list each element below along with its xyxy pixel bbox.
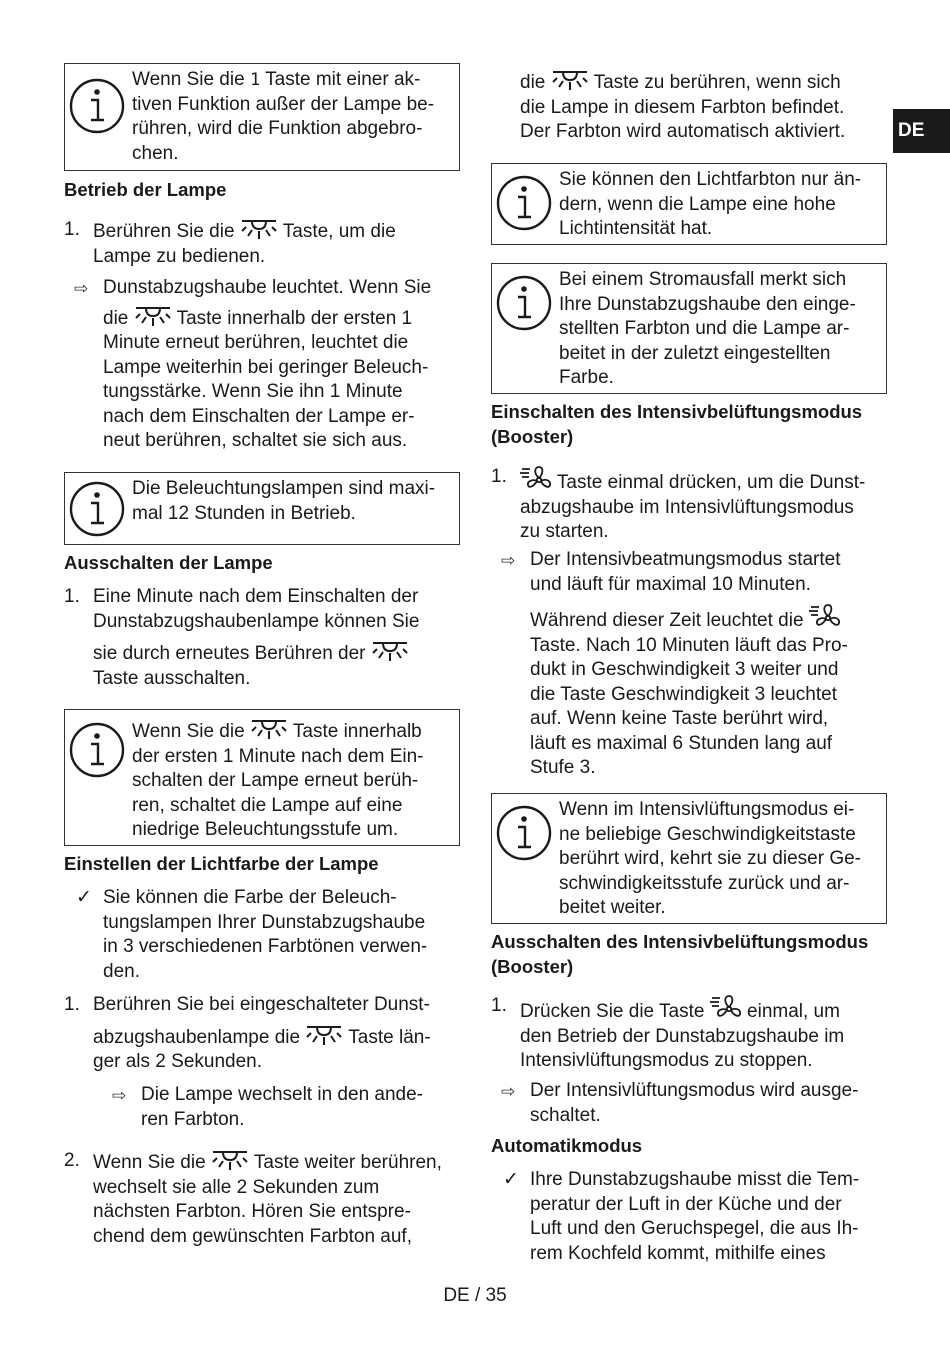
text: Wenn Sie die bbox=[132, 69, 250, 90]
section-heading bbox=[491, 930, 868, 979]
info-circle-icon bbox=[69, 78, 125, 134]
info-circle-icon bbox=[496, 275, 552, 331]
text-line: Der Farbton wird automatisch aktiviert. bbox=[520, 121, 846, 142]
text: Drücken Sie die Taste bbox=[520, 1001, 710, 1022]
text-line: neut berühren, schaltet sie sich aus. bbox=[103, 430, 408, 451]
text-line: rühren, wird die Funktion abgebro- bbox=[132, 118, 423, 139]
text-line: Der Intensivlüftungsmodus wird ausge- bbox=[530, 1080, 859, 1101]
text-line: Bei einem Stromausfall merkt sich bbox=[559, 269, 847, 290]
section-heading: Betrieb der Lampe bbox=[64, 179, 227, 200]
text-line: die Taste Geschwindigkeit 3 leuchtet bbox=[530, 683, 837, 705]
text: Taste zu berühren, wenn sich bbox=[588, 72, 841, 93]
info-circle-icon bbox=[69, 481, 125, 537]
result-item bbox=[501, 1079, 891, 1128]
info-box bbox=[491, 263, 887, 394]
fan-booster-icon bbox=[520, 465, 552, 493]
text-line: dukt in Geschwindigkeit 3 weiter und bbox=[530, 659, 839, 680]
text-line: beitet in der zuletzt eingestellten bbox=[559, 342, 831, 364]
heading-line: Ausschalten des Intensivbelüftungsmodus bbox=[491, 931, 869, 952]
text-line: den Betrieb der Dunstabzugshaube im bbox=[520, 1025, 845, 1047]
text: Wenn Sie die bbox=[93, 1152, 211, 1173]
text-line: Stufe 3. bbox=[530, 757, 596, 778]
text-line: auf. Wenn keine Taste berührt wird, bbox=[530, 708, 829, 729]
text-line: Eine Minute nach dem Einschalten der bbox=[93, 586, 419, 607]
step-item bbox=[64, 585, 464, 691]
text-line: abzugshaube im Intensivlüftungsmodus bbox=[520, 496, 854, 518]
text-line: und läuft für maximal 10 Minuten. bbox=[530, 573, 811, 595]
heading-line: (Booster) bbox=[491, 955, 574, 977]
text: Während dieser Zeit leuchtet die bbox=[530, 610, 809, 631]
check-icon: ✓ bbox=[503, 1169, 519, 1190]
lamp-key-icon bbox=[371, 640, 409, 662]
text-line: Minute erneut berühren, leuchtet die bbox=[103, 332, 409, 353]
text-line: läuft es maximal 6 Stunden lang auf bbox=[530, 732, 833, 754]
text-line: schaltet. bbox=[530, 1104, 601, 1126]
step-item bbox=[64, 1149, 464, 1249]
text-line: der ersten 1 Minute nach dem Ein- bbox=[132, 745, 424, 767]
text-line: Der Intensivbeatmungsmodus startet bbox=[530, 549, 841, 570]
lamp-key-icon bbox=[240, 218, 278, 240]
lamp-key-icon bbox=[305, 1024, 343, 1046]
text-line: ren Farbton. bbox=[141, 1108, 245, 1130]
step-continuation bbox=[520, 69, 890, 145]
result-arrow-icon: ⇨ bbox=[501, 1082, 516, 1101]
text-line: Dunstabzugshaube leuchtet. Wenn Sie bbox=[103, 277, 432, 298]
text-line: schwindigkeitsstufe zurück und ar- bbox=[559, 872, 850, 894]
text-line: Berühren Sie bei eingeschalteter Dunst- bbox=[93, 994, 430, 1015]
section-heading bbox=[491, 400, 862, 449]
text: Taste, um die bbox=[277, 221, 396, 242]
text: die bbox=[103, 307, 134, 329]
text-line: ger als 2 Sekunden. bbox=[93, 1051, 263, 1072]
lamp-key-icon bbox=[134, 305, 172, 327]
step-item bbox=[64, 218, 464, 269]
text-line: berührt wird, kehrt sie zu dieser Ge- bbox=[559, 848, 862, 869]
text: Taste innerhalb der ersten 1 bbox=[171, 307, 413, 329]
step-item bbox=[64, 993, 464, 1075]
text-line: zu starten. bbox=[520, 521, 609, 542]
lamp-key-icon bbox=[551, 69, 589, 91]
text: Taste mit einer ak- bbox=[260, 69, 421, 90]
info-box bbox=[491, 793, 887, 924]
precondition-item bbox=[501, 1168, 891, 1266]
text-line: Sie können den Lichtfarbton nur än- bbox=[559, 169, 862, 190]
text: Taste innerhalb bbox=[287, 721, 422, 742]
text-line: rem Kochfeld kommt, mithilfe eines bbox=[530, 1242, 826, 1264]
text-line: Taste. Nach 10 Minuten läuft das Pro- bbox=[530, 634, 848, 656]
text-line: Die Beleuchtungslampen sind maxi- bbox=[132, 478, 436, 499]
text-line: Sie können die Farbe der Beleuch- bbox=[103, 887, 397, 908]
result-item bbox=[74, 276, 464, 454]
key-label: 1 bbox=[249, 70, 261, 90]
text-line: die Lampe in diesem Farbton befindet. bbox=[520, 96, 845, 118]
text-line: Ihre Dunstabzugshaube den einge- bbox=[559, 293, 856, 315]
text-line: ren, schaltet die Lampe auf eine bbox=[132, 794, 403, 816]
text-line: peratur der Luft in der Küche und der bbox=[530, 1193, 842, 1215]
text: abzugshaubenlampe die bbox=[93, 1026, 306, 1048]
check-icon: ✓ bbox=[76, 887, 92, 908]
info-box bbox=[64, 709, 460, 846]
result-arrow-icon: ⇨ bbox=[74, 279, 89, 298]
text-line: stellten Farbton und die Lampe ar- bbox=[559, 318, 850, 339]
text-line: mal 12 Stunden in Betrieb. bbox=[132, 502, 356, 524]
text-line: tiven Funktion außer der Lampe be- bbox=[132, 93, 435, 115]
result-arrow-icon: ⇨ bbox=[501, 551, 516, 570]
text-line: Dunstabzugshaubenlampe können Sie bbox=[93, 610, 420, 632]
text-line: chen. bbox=[132, 142, 179, 164]
text-line: Ihre Dunstabzugshaube misst die Tem- bbox=[530, 1169, 860, 1190]
text-line: tungsstärke. Wenn Sie ihn 1 Minute bbox=[103, 381, 403, 402]
text-line: schalten der Lampe erneut berüh- bbox=[132, 770, 419, 791]
info-circle-icon bbox=[496, 805, 552, 861]
text-line: Lichtintensität hat. bbox=[559, 218, 713, 239]
lamp-key-icon bbox=[211, 1149, 249, 1171]
info-box bbox=[64, 63, 460, 171]
text: einmal, um bbox=[741, 1001, 840, 1022]
info-box bbox=[491, 163, 887, 245]
text-line: niedrige Beleuchtungsstufe um. bbox=[132, 819, 399, 840]
lamp-key-icon bbox=[250, 718, 288, 740]
text-line: nächsten Farbton. Hören Sie entspre- bbox=[93, 1201, 411, 1222]
info-circle-icon bbox=[69, 722, 125, 778]
text: Berühren Sie die bbox=[93, 221, 240, 242]
info-box bbox=[64, 472, 460, 545]
text-line: dern, wenn die Lampe eine hohe bbox=[559, 193, 836, 215]
precondition-item bbox=[74, 886, 464, 984]
text-line: tungslampen Ihrer Dunstabzugshaube bbox=[103, 911, 426, 933]
step-number: 1. bbox=[64, 994, 80, 1015]
info-circle-icon bbox=[496, 175, 552, 231]
step-number: 2. bbox=[64, 1150, 80, 1171]
step-number: 1. bbox=[64, 586, 80, 607]
text-line: Lampe weiterhin bei geringer Beleuch- bbox=[103, 356, 429, 378]
text-line: nach dem Einschalten der Lampe er- bbox=[103, 405, 415, 427]
text-line: Luft und den Geruchspegel, die aus Ih- bbox=[530, 1218, 859, 1239]
text-line: beitet weiter. bbox=[559, 897, 666, 918]
text: sie durch erneutes Berühren der bbox=[93, 643, 371, 664]
heading-line: Einschalten des Intensivbelüftungsmodus bbox=[491, 401, 863, 422]
text-line: ne beliebige Geschwindigkeitstaste bbox=[559, 823, 856, 845]
fan-booster-icon bbox=[809, 603, 841, 631]
text-line: Intensivlüftungsmodus zu stoppen. bbox=[520, 1050, 813, 1071]
text-line: chend dem gewünschten Farbton auf, bbox=[93, 1225, 412, 1247]
step-number: 1. bbox=[491, 995, 507, 1016]
section-heading: Ausschalten der Lampe bbox=[64, 552, 273, 573]
text: die bbox=[520, 72, 551, 93]
step-item bbox=[491, 994, 891, 1074]
step-number: 1. bbox=[491, 466, 507, 487]
result-arrow-icon: ⇨ bbox=[112, 1086, 127, 1105]
text-line: Die Lampe wechselt in den ande- bbox=[141, 1084, 424, 1105]
step-item bbox=[491, 465, 891, 545]
text: Taste einmal drücken, um die Dunst- bbox=[552, 472, 866, 493]
page-number: DE / 35 bbox=[443, 1285, 507, 1306]
heading-line: (Booster) bbox=[491, 425, 574, 447]
text-line: Farbe. bbox=[559, 367, 614, 388]
text-line: Taste ausschalten. bbox=[93, 667, 251, 689]
text: Wenn Sie die bbox=[132, 721, 250, 742]
fan-booster-icon bbox=[710, 994, 742, 1022]
section-heading: Automatikmodus bbox=[491, 1135, 643, 1156]
language-tab: DE bbox=[893, 109, 950, 153]
text-line: Lampe zu bedienen. bbox=[93, 245, 266, 267]
text-line: wechselt sie alle 2 Sekunden zum bbox=[93, 1176, 380, 1198]
result-item bbox=[112, 1083, 462, 1132]
text: Taste weiter berühren, bbox=[248, 1152, 442, 1173]
step-number: 1. bbox=[64, 219, 80, 240]
text-line: den. bbox=[103, 960, 140, 982]
text: Taste län- bbox=[343, 1026, 431, 1048]
section-heading: Einstellen der Lichtfarbe der Lampe bbox=[64, 853, 379, 874]
text-line: in 3 verschiedenen Farbtönen verwen- bbox=[103, 936, 428, 957]
text-line: Wenn im Intensivlüftungsmodus ei- bbox=[559, 799, 855, 820]
result-item bbox=[501, 548, 891, 781]
